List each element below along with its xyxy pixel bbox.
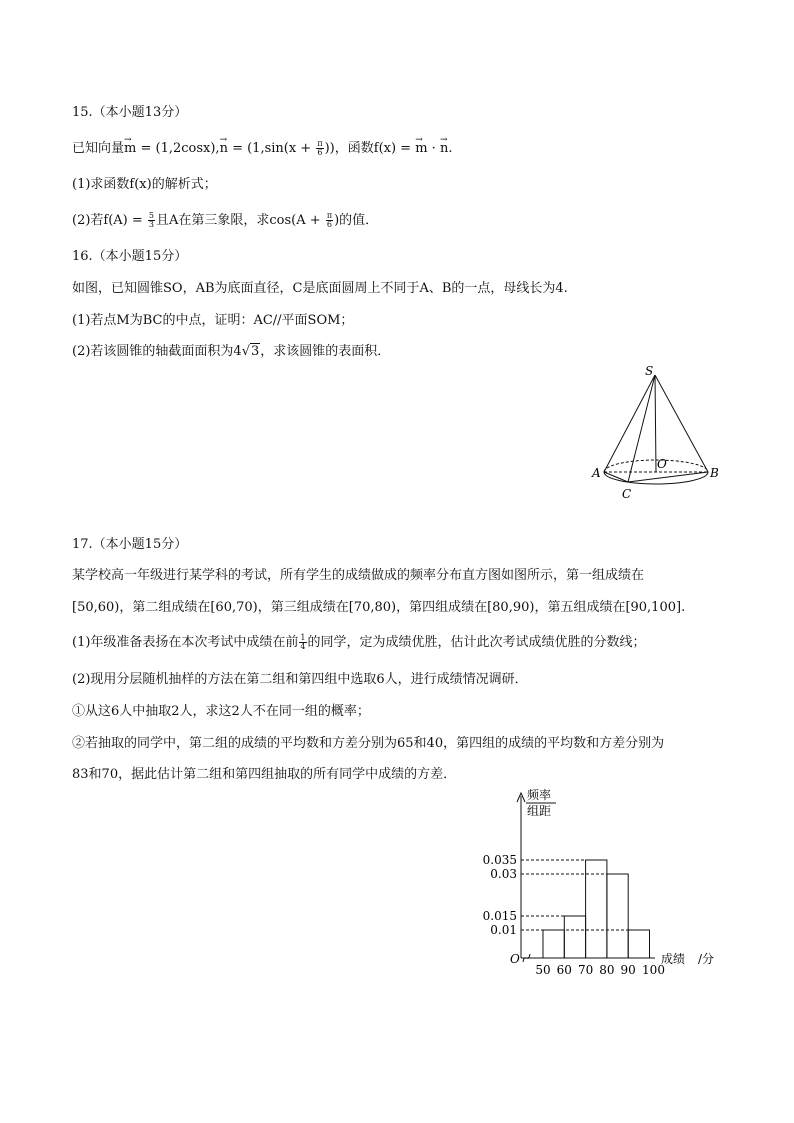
q17-sub1: ①从这6人中抽取2人，求这2人不在同一组的概率； [72,704,370,719]
vector-n-2: → n [440,140,448,158]
q17-part2: (2)现用分层随机抽样的方法在第二组和第四组中选取6人，进行成绩情况调研． [72,672,528,687]
q17-p1-a: (1)年级准备表扬在本次考试中成绩在前 [72,635,299,650]
histogram-bar [543,930,564,958]
x-tick-label: 80 [599,963,615,974]
q15-stem-e: . [448,141,453,156]
q17-stem-1: 某学校高一年级进行某学科的考试，所有学生的成绩做成的频率分布直方图如图所示，第一组成绩在 [72,568,645,583]
q17-header: 17.（本小题15分） [72,537,188,552]
label-s: S [645,364,654,378]
vector-m-2: → m [415,140,427,158]
q15-header: 15.（本小题13分） [72,105,188,120]
q16-header: 16.（本小题15分） [72,249,188,264]
axis-so [655,375,656,472]
y-tick-label: 0.03 [490,867,517,881]
x-tick-label: 100 [642,963,665,974]
q15-stem [72,140,452,158]
dot-operator: · [427,141,440,156]
q15-p2-c: )的值． [334,213,379,228]
q15-part1: (1)求函数f(x)的解析式； [72,177,217,192]
frac-den: 6 [326,220,332,229]
q16-stem: 如图，已知圆锥SO，AB为底面直径，C是底面圆周上不同于A、B的一点，母线长为4. [72,281,568,296]
fraction-pi-over-6 [316,140,323,157]
q15-stem-a: 已知向量 [72,141,125,156]
frac-den: 4 [300,642,306,651]
frac-num: π [317,139,323,148]
frequency-histogram [470,782,730,974]
frac-den: 6 [317,148,323,157]
fraction-pi-over-6-b [326,212,333,229]
x-tick-label: 90 [620,963,636,974]
x-tick-label: 60 [556,963,572,974]
chord-cb [628,472,708,482]
cone-figure [585,360,730,505]
origin-label: O [510,952,520,966]
q15-stem-d: ))，函数f(x) = [324,141,416,156]
ylabel-top: 频率 [527,788,552,802]
histogram-bar [628,930,649,958]
sqrt-3: 3 [250,344,260,359]
x-tick-label: 70 [577,963,594,974]
q16-p2-a: (2)若该圆锥的轴截面面积为4 [72,344,242,359]
label-b: B [710,466,719,480]
q17-stem-2: [50,60)，第二组成绩在[60,70)，第三组成绩在[70,80)，第四组成绩在[80,90)，第五组成绩在[90,100]. [72,600,686,615]
histogram-bar [607,874,628,958]
q16-p2-b: ，求该圆锥的表面积． [260,344,391,359]
frac-num: 1 [300,633,306,642]
frac-den: 3 [148,220,155,229]
vector-m: → m [124,140,136,158]
q17-p1-b: 的同学，定为成绩优胜，估计此次考试成绩优胜的分数线； [307,635,646,650]
q17-sub2-line2: 83和70，据此估计第二组和第四组抽取的所有同学中成绩的方差． [72,767,457,782]
frac-num: π [326,211,333,220]
y-tick-label: 0.035 [482,853,517,867]
frac-num: 5 [148,211,155,220]
vector-n: → n [220,140,228,158]
x-axis-break [523,954,530,962]
y-tick-label: 0.01 [490,923,517,937]
label-c: C [622,487,632,501]
xlabel-unit: /分 [698,952,715,966]
xlabel: 成绩 [661,952,686,966]
q17-part1 [72,634,646,652]
x-tick-label: 50 [535,963,551,974]
q15-part2 [72,212,378,230]
q15-stem-c: = (1,sin(x + [227,141,316,156]
q17-sub2-line1: ②若抽取的同学中，第二组的成绩的平均数和方差分别为65和40，第四组的成绩的平均数和方差分别为 [72,736,665,751]
q15-p2-a: (2)若f(A) = [72,213,147,228]
label-o: O [657,457,667,471]
q15-p2-b: 且A在第三象限，求cos(A + [156,213,325,228]
label-a: A [592,466,601,480]
y-tick-label: 0.015 [482,909,517,923]
histogram-bar [564,916,585,958]
q15-stem-b: = (1,2cosx), [136,141,220,156]
ylabel-bottom: 组距 [527,804,552,818]
fraction-5-over-3 [148,212,155,229]
fraction-1-over-4 [299,634,306,651]
histogram-bar [586,860,607,958]
q16-part1: (1)若点M为BC的中点，证明：AC//平面SOM； [72,313,354,328]
generatrix-sc [628,375,655,482]
q16-part2: (2)若该圆锥的轴截面面积为4√3，求该圆锥的表面积． [72,344,391,359]
generatrix-sa [604,375,655,472]
